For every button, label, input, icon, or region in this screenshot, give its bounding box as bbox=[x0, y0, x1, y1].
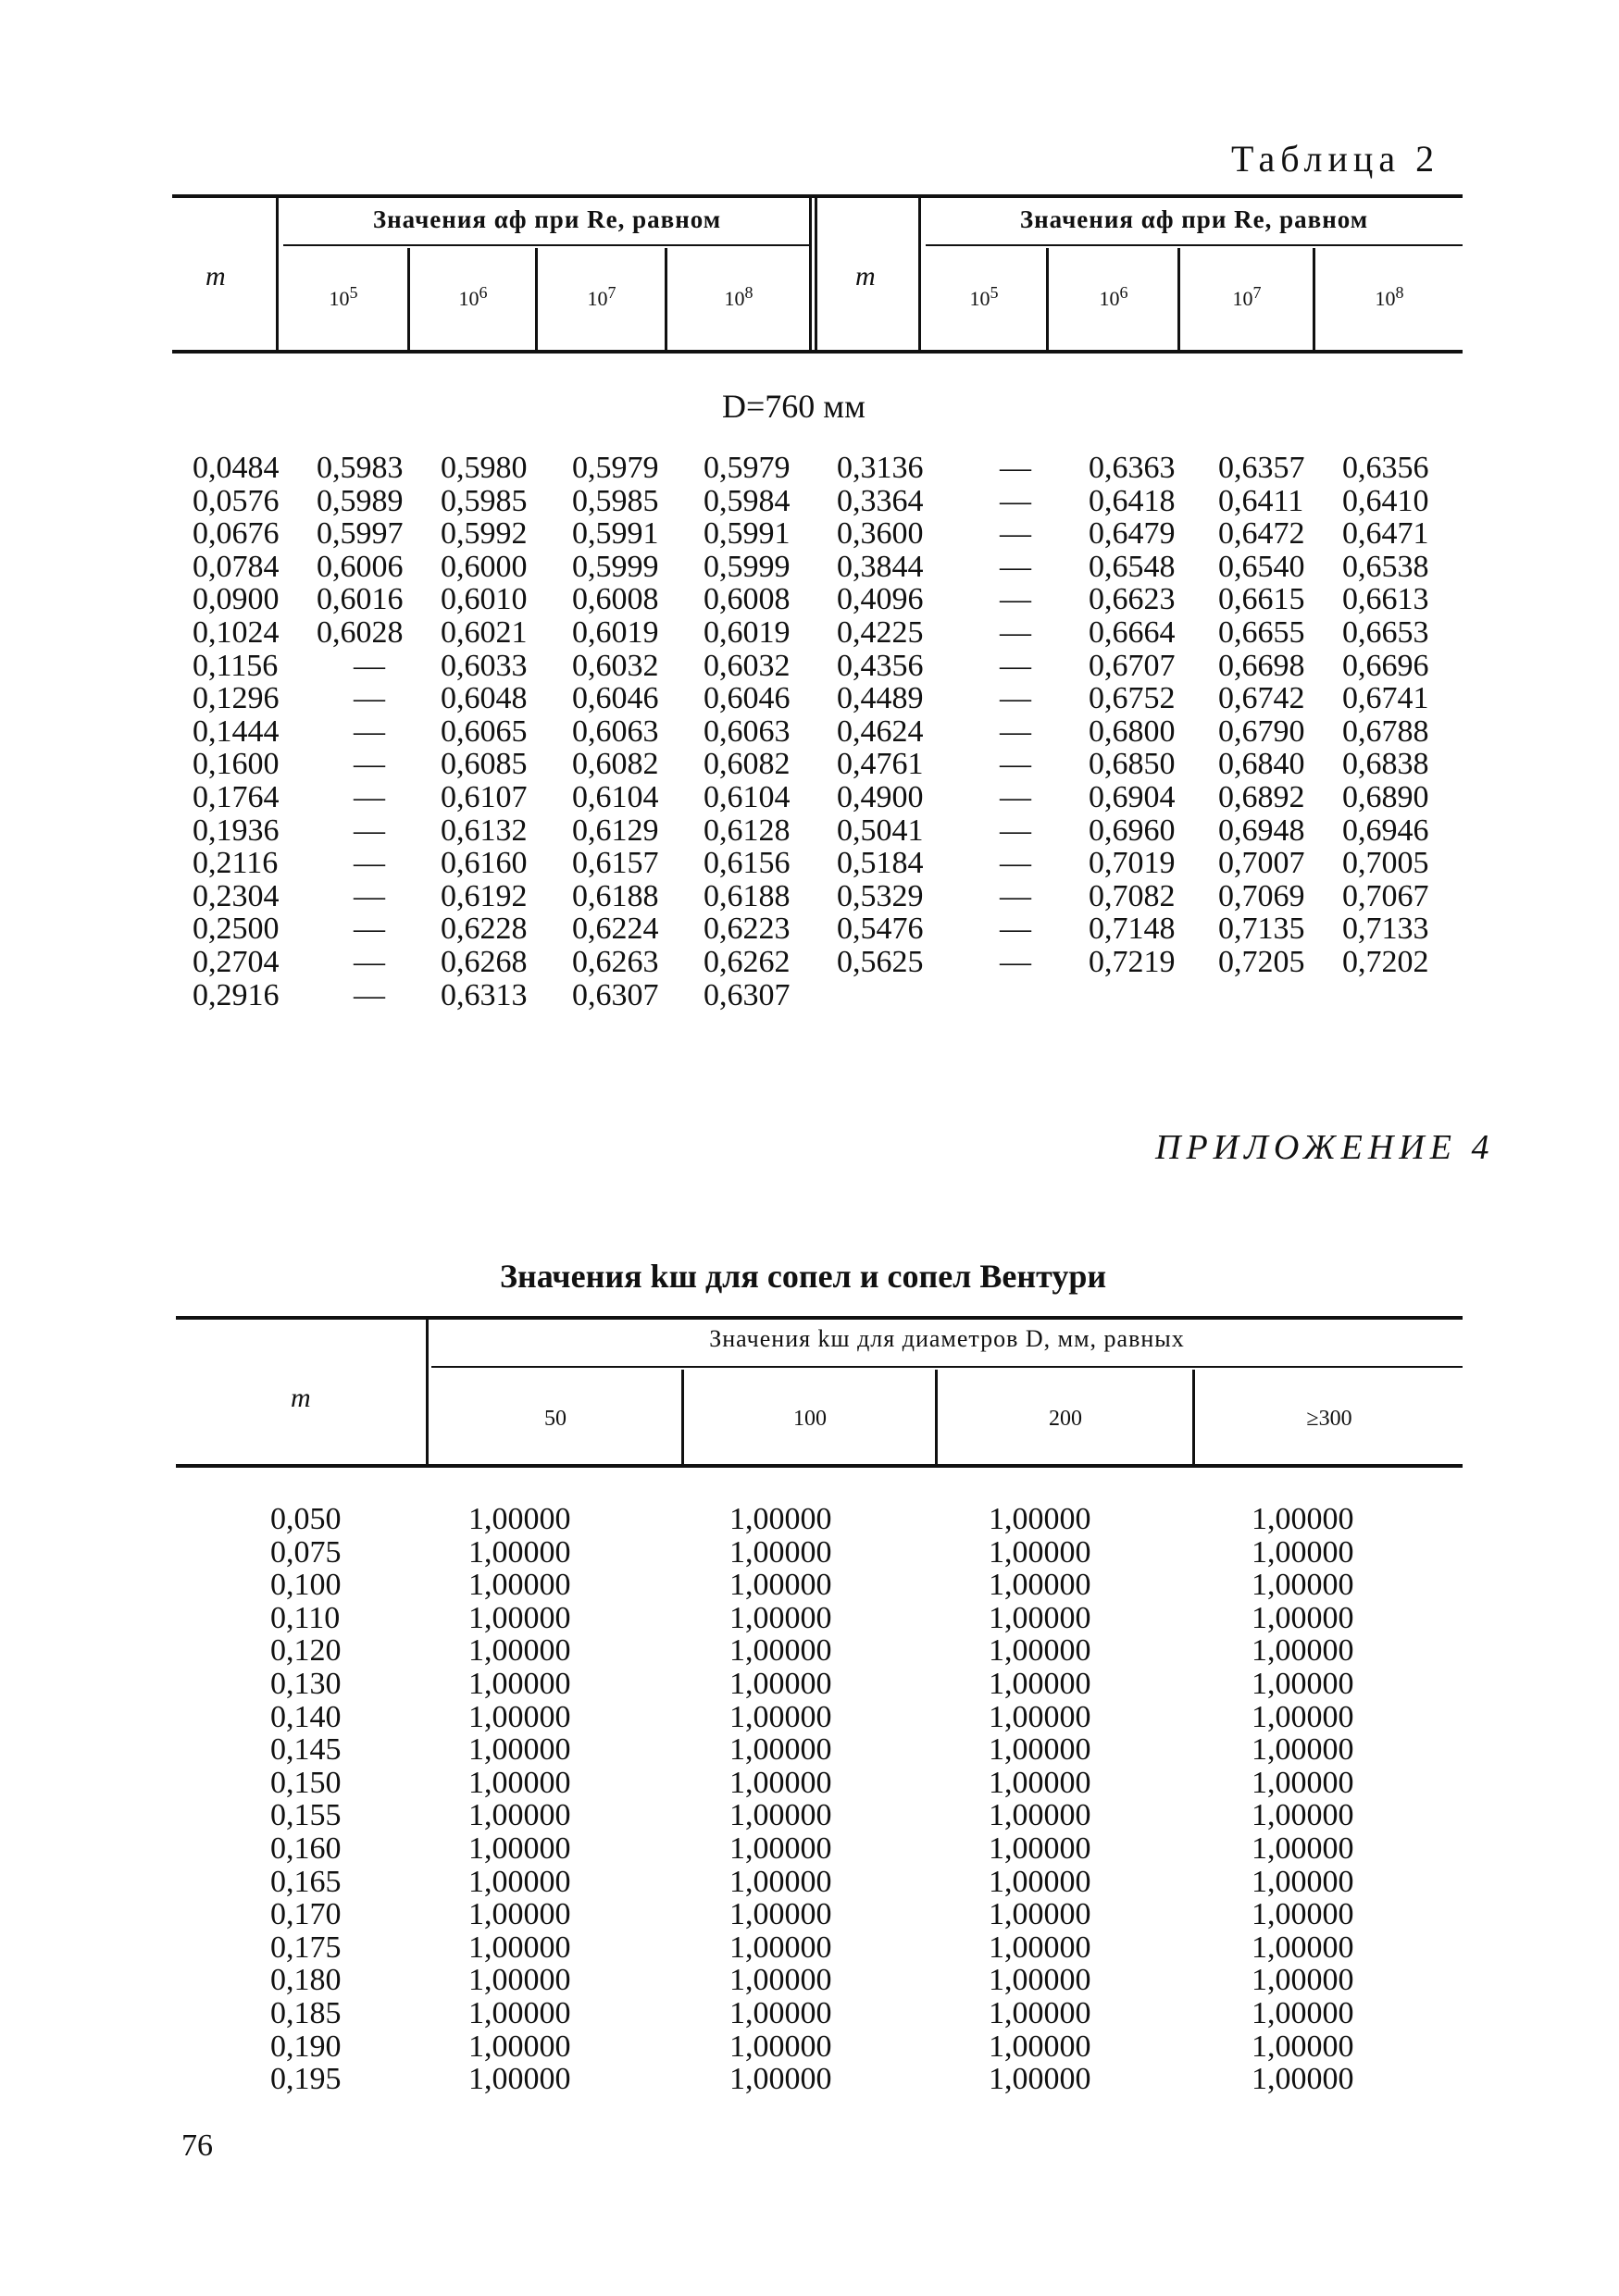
appendix-value-cell: 1,00000 bbox=[989, 1732, 1091, 1768]
table2-value-cell: 0,6104 bbox=[704, 780, 791, 814]
appendix-value-cell: 1,00000 bbox=[729, 2029, 832, 2064]
appendix-vline bbox=[1192, 1370, 1195, 1464]
appendix-value-cell: 1,00000 bbox=[989, 1534, 1091, 1570]
appendix-value-cell: 1,00000 bbox=[468, 1798, 571, 1833]
appendix-m-cell: 0,150 bbox=[270, 1765, 342, 1800]
appendix-value-cell: 1,00000 bbox=[468, 1732, 571, 1768]
table2-vline bbox=[276, 198, 279, 350]
appendix-value-cell: 1,00000 bbox=[989, 1765, 1091, 1800]
appendix-m-header: m bbox=[291, 1383, 311, 1413]
table-label: Таблица 2 bbox=[1231, 138, 1440, 180]
appendix-value-cell: 1,00000 bbox=[729, 1600, 832, 1635]
table2-value-cell: — bbox=[354, 681, 385, 716]
table2-m-cell: 0,3844 bbox=[837, 549, 924, 584]
table2-value-cell: 0,6840 bbox=[1218, 747, 1305, 782]
table2-value-cell: 0,6228 bbox=[441, 912, 528, 947]
table2-top-rule bbox=[172, 194, 1463, 198]
table2-value-cell: 0,7135 bbox=[1218, 912, 1305, 947]
appendix-value-cell: 1,00000 bbox=[729, 1798, 832, 1833]
table2-value-cell: 0,6262 bbox=[704, 945, 791, 979]
table2-value-cell: 0,7219 bbox=[1089, 945, 1176, 979]
table2-m-cell: 0,5625 bbox=[837, 945, 924, 979]
table2-value-cell: — bbox=[1000, 648, 1031, 683]
appendix-value-cell: 1,00000 bbox=[729, 1864, 832, 1899]
table2-value-cell: 0,7005 bbox=[1342, 846, 1429, 881]
appendix-value-cell: 1,00000 bbox=[729, 1732, 832, 1768]
table2-value-cell: 0,6471 bbox=[1342, 516, 1429, 552]
appendix-m-cell: 0,130 bbox=[270, 1667, 342, 1701]
table2-value-cell: 0,6132 bbox=[441, 813, 528, 848]
table2-value-cell: 0,6548 bbox=[1089, 549, 1176, 584]
table2-vline bbox=[407, 248, 410, 350]
appendix-value-cell: 1,00000 bbox=[468, 1699, 571, 1734]
table2-value-cell: — bbox=[354, 714, 385, 749]
table2-value-cell: 0,6008 bbox=[704, 582, 791, 617]
table2-value-cell: 0,6790 bbox=[1218, 714, 1305, 749]
table2-value-cell: 0,6019 bbox=[572, 615, 659, 650]
table2-value-cell: — bbox=[354, 846, 385, 881]
table2-value-cell: 0,7067 bbox=[1342, 878, 1429, 913]
table2-subheader-rule-left bbox=[283, 244, 811, 246]
table2-value-cell: — bbox=[1000, 912, 1031, 947]
table2-value-cell: 0,7133 bbox=[1342, 912, 1429, 947]
appendix-value-cell: 1,00000 bbox=[729, 1963, 832, 1998]
table2-value-cell: 0,7007 bbox=[1218, 846, 1305, 881]
table2-m-cell: 0,1444 bbox=[193, 714, 280, 749]
table2-subheader-rule-right bbox=[926, 244, 1463, 246]
table2-value-cell: 0,6307 bbox=[572, 977, 659, 1012]
table2-value-cell: 0,7205 bbox=[1218, 945, 1305, 979]
table2-value-cell: 0,6188 bbox=[572, 878, 659, 913]
table2-value-cell: 0,6540 bbox=[1218, 549, 1305, 584]
table2-value-cell: 0,6313 bbox=[441, 977, 528, 1012]
table2-value-cell: — bbox=[1000, 582, 1031, 617]
table2-m-cell: 0,2916 bbox=[193, 977, 280, 1012]
table2-value-cell: 0,6129 bbox=[572, 813, 659, 848]
appendix-m-cell: 0,140 bbox=[270, 1699, 342, 1734]
table2-value-cell: — bbox=[1000, 846, 1031, 881]
re-col-header: $10^7$ bbox=[1232, 283, 1262, 310]
table2-m-header: m bbox=[855, 261, 876, 292]
table2-value-cell: 0,5992 bbox=[441, 516, 528, 552]
table2-value-cell: 0,5979 bbox=[572, 451, 659, 485]
table2-m-cell: 0,2304 bbox=[193, 878, 280, 913]
table2-value-cell: — bbox=[354, 747, 385, 782]
table2-vline bbox=[1177, 248, 1180, 350]
appendix-value-cell: 1,00000 bbox=[1252, 2029, 1354, 2064]
table2-value-cell: 0,6613 bbox=[1342, 582, 1429, 617]
table2-value-cell: 0,6653 bbox=[1342, 615, 1429, 650]
table2-value-cell: — bbox=[1000, 878, 1031, 913]
appendix-value-cell: 1,00000 bbox=[729, 1633, 832, 1669]
table2-value-cell: 0,6615 bbox=[1218, 582, 1305, 617]
table2-value-cell: 0,6085 bbox=[441, 747, 528, 782]
table2-value-cell: 0,6800 bbox=[1089, 714, 1176, 749]
appendix-sub-rule bbox=[431, 1366, 1463, 1368]
appendix-m-cell: 0,185 bbox=[270, 1996, 342, 2030]
re-col-header: $10^8$ bbox=[1375, 283, 1404, 310]
appendix-value-cell: 1,00000 bbox=[468, 1831, 571, 1866]
table2-value-cell: 0,6082 bbox=[572, 747, 659, 782]
appendix-m-cell: 0,190 bbox=[270, 2029, 342, 2064]
appendix-value-cell: 1,00000 bbox=[468, 1897, 571, 1932]
re-col-header: $10^5$ bbox=[969, 283, 999, 310]
appendix-m-cell: 0,155 bbox=[270, 1798, 342, 1833]
table2-value-cell: — bbox=[1000, 615, 1031, 650]
appendix-value-cell: 1,00000 bbox=[989, 1699, 1091, 1734]
table2-value-cell: 0,6410 bbox=[1342, 483, 1429, 518]
appendix-value-cell: 1,00000 bbox=[1252, 1699, 1354, 1734]
appendix-col-header: 200 bbox=[1049, 1407, 1082, 1431]
table2-value-cell: — bbox=[1000, 681, 1031, 716]
appendix-value-cell: 1,00000 bbox=[468, 2029, 571, 2064]
table2-value-cell: 0,6742 bbox=[1218, 681, 1305, 716]
table2-value-cell: 0,6838 bbox=[1342, 747, 1429, 782]
appendix-value-cell: 1,00000 bbox=[729, 1831, 832, 1866]
appendix-value-cell: 1,00000 bbox=[989, 1996, 1091, 2030]
appendix-value-cell: 1,00000 bbox=[989, 1963, 1091, 1998]
table2-value-cell: 0,6664 bbox=[1089, 615, 1176, 650]
table2-value-cell: 0,6032 bbox=[704, 648, 791, 683]
table2-value-cell: 0,6538 bbox=[1342, 549, 1429, 584]
table2-m-cell: 0,0676 bbox=[193, 516, 280, 552]
table2-value-cell: 0,6788 bbox=[1342, 714, 1429, 749]
table2-m-cell: 0,4761 bbox=[837, 747, 924, 782]
appendix-value-cell: 1,00000 bbox=[729, 1996, 832, 2030]
appendix-value-cell: 1,00000 bbox=[468, 1502, 571, 1536]
table2-m-cell: 0,0900 bbox=[193, 582, 280, 617]
appendix-value-cell: 1,00000 bbox=[729, 1502, 832, 1536]
table2-value-cell: 0,7148 bbox=[1089, 912, 1176, 947]
table2-header-bottom-rule bbox=[172, 350, 1463, 354]
appendix-value-cell: 1,00000 bbox=[468, 1534, 571, 1570]
table2-value-cell: 0,6418 bbox=[1089, 483, 1176, 518]
table2-vline bbox=[815, 198, 817, 350]
table2-value-cell: 0,6268 bbox=[441, 945, 528, 979]
appendix-value-cell: 1,00000 bbox=[729, 1930, 832, 1965]
appendix-m-cell: 0,120 bbox=[270, 1633, 342, 1669]
appendix-value-cell: 1,00000 bbox=[1252, 1732, 1354, 1768]
appendix-value-cell: 1,00000 bbox=[1252, 1963, 1354, 1998]
table2-m-cell: 0,0784 bbox=[193, 549, 280, 584]
table2-value-cell: 0,6946 bbox=[1342, 813, 1429, 848]
table2-value-cell: 0,6363 bbox=[1089, 451, 1176, 485]
table2-m-cell: 0,4096 bbox=[837, 582, 924, 617]
table2-value-cell: 0,6000 bbox=[441, 549, 528, 584]
table2-value-cell: 0,6411 bbox=[1218, 483, 1304, 518]
appendix-value-cell: 1,00000 bbox=[729, 1534, 832, 1570]
appendix-value-cell: 1,00000 bbox=[989, 1864, 1091, 1899]
table2-value-cell: 0,5980 bbox=[441, 451, 528, 485]
appendix-label: ПРИЛОЖЕНИЕ 4 bbox=[1155, 1128, 1495, 1167]
table2-group-title-right: Значения αф при Re, равном bbox=[1019, 205, 1369, 233]
appendix-value-cell: 1,00000 bbox=[1252, 1633, 1354, 1669]
table2-value-cell: 0,6850 bbox=[1089, 747, 1176, 782]
table2-value-cell: 0,7069 bbox=[1218, 878, 1305, 913]
table2-value-cell: — bbox=[354, 780, 385, 814]
table2-m-cell: 0,1600 bbox=[193, 747, 280, 782]
appendix-header-bottom-rule bbox=[176, 1464, 1463, 1468]
table2-value-cell: 0,6307 bbox=[704, 977, 791, 1012]
table2-vline bbox=[918, 198, 921, 350]
appendix-value-cell: 1,00000 bbox=[989, 2062, 1091, 2097]
appendix-value-cell: 1,00000 bbox=[1252, 1600, 1354, 1635]
table2-value-cell: 0,6623 bbox=[1089, 582, 1176, 617]
appendix-value-cell: 1,00000 bbox=[468, 1765, 571, 1800]
appendix-m-cell: 0,145 bbox=[270, 1732, 342, 1768]
table2-value-cell: 0,6892 bbox=[1218, 780, 1305, 814]
table2-value-cell: — bbox=[354, 878, 385, 913]
appendix-value-cell: 1,00000 bbox=[1252, 1798, 1354, 1833]
table2-value-cell: 0,6008 bbox=[572, 582, 659, 617]
table2-m-header: m bbox=[205, 261, 226, 292]
appendix-value-cell: 1,00000 bbox=[729, 1897, 832, 1932]
appendix-col-header: 100 bbox=[793, 1407, 827, 1431]
appendix-value-cell: 1,00000 bbox=[989, 1667, 1091, 1701]
appendix-value-cell: 1,00000 bbox=[729, 1568, 832, 1603]
appendix-top-rule bbox=[176, 1316, 1463, 1320]
table2-m-cell: 0,4225 bbox=[837, 615, 924, 650]
appendix-value-cell: 1,00000 bbox=[1252, 1864, 1354, 1899]
table2-value-cell: 0,5979 bbox=[704, 451, 791, 485]
appendix-m-cell: 0,180 bbox=[270, 1963, 342, 1998]
table2-m-cell: 0,0484 bbox=[193, 451, 280, 485]
table2-vline bbox=[1046, 248, 1049, 350]
table2-value-cell: — bbox=[1000, 780, 1031, 814]
table2-value-cell: 0,6223 bbox=[704, 912, 791, 947]
table2-value-cell: 0,6479 bbox=[1089, 516, 1176, 552]
table2-value-cell: — bbox=[354, 977, 385, 1012]
appendix-value-cell: 1,00000 bbox=[989, 1502, 1091, 1536]
table2-value-cell: — bbox=[1000, 483, 1031, 518]
table2-value-cell: 0,6698 bbox=[1218, 648, 1305, 683]
appendix-value-cell: 1,00000 bbox=[1252, 1667, 1354, 1701]
table2-value-cell: 0,5991 bbox=[704, 516, 791, 552]
table2-value-cell: — bbox=[1000, 945, 1031, 979]
table2-value-cell: 0,6063 bbox=[572, 714, 659, 749]
appendix-vline bbox=[681, 1370, 684, 1464]
re-col-header: $10^8$ bbox=[724, 283, 753, 310]
table2-value-cell: 0,7019 bbox=[1089, 846, 1176, 881]
table2-m-cell: 0,1024 bbox=[193, 615, 280, 650]
table2-value-cell: 0,5997 bbox=[317, 516, 404, 552]
table2-m-cell: 0,1156 bbox=[193, 648, 279, 683]
table2-m-cell: 0,1764 bbox=[193, 780, 280, 814]
table2-vline bbox=[535, 248, 538, 350]
table2-value-cell: 0,5985 bbox=[572, 483, 659, 518]
appendix-value-cell: 1,00000 bbox=[1252, 1765, 1354, 1800]
appendix-value-cell: 1,00000 bbox=[989, 1897, 1091, 1932]
table2-m-cell: 0,5041 bbox=[837, 813, 924, 848]
table2-value-cell: — bbox=[354, 945, 385, 979]
table2-value-cell: 0,6104 bbox=[572, 780, 659, 814]
table2-value-cell: 0,6188 bbox=[704, 878, 791, 913]
appendix-m-cell: 0,170 bbox=[270, 1897, 342, 1932]
table2-vline bbox=[1313, 248, 1315, 350]
table2-value-cell: 0,6741 bbox=[1342, 681, 1429, 716]
table2-value-cell: — bbox=[1000, 516, 1031, 552]
table2-value-cell: 0,7082 bbox=[1089, 878, 1176, 913]
table2-value-cell: 0,6224 bbox=[572, 912, 659, 947]
appendix-value-cell: 1,00000 bbox=[1252, 1831, 1354, 1866]
re-col-header: $10^5$ bbox=[329, 283, 358, 310]
appendix-value-cell: 1,00000 bbox=[989, 1568, 1091, 1603]
table2-value-cell: 0,6696 bbox=[1342, 648, 1429, 683]
table2-m-cell: 0,3600 bbox=[837, 516, 924, 552]
table2-m-cell: 0,4356 bbox=[837, 648, 924, 683]
table2-value-cell: 0,6063 bbox=[704, 714, 791, 749]
appendix-title: Значения kш для сопел и сопел Вентури bbox=[500, 1258, 1107, 1295]
appendix-value-cell: 1,00000 bbox=[729, 1699, 832, 1734]
appendix-value-cell: 1,00000 bbox=[1252, 1568, 1354, 1603]
table2-value-cell: — bbox=[354, 912, 385, 947]
appendix-value-cell: 1,00000 bbox=[729, 2062, 832, 2097]
appendix-m-cell: 0,160 bbox=[270, 1831, 342, 1866]
appendix-value-cell: 1,00000 bbox=[989, 2029, 1091, 2064]
appendix-value-cell: 1,00000 bbox=[468, 1568, 571, 1603]
table2-value-cell: 0,6655 bbox=[1218, 615, 1305, 650]
appendix-m-cell: 0,195 bbox=[270, 2062, 342, 2097]
table2-value-cell: — bbox=[354, 813, 385, 848]
table2-value-cell: 0,6021 bbox=[441, 615, 528, 650]
appendix-value-cell: 1,00000 bbox=[468, 1667, 571, 1701]
table2-value-cell: — bbox=[1000, 747, 1031, 782]
table2-value-cell: 0,6046 bbox=[704, 681, 791, 716]
page-number: 76 bbox=[181, 2128, 213, 2163]
appendix-m-cell: 0,050 bbox=[270, 1502, 342, 1536]
section-title: D=760 мм bbox=[722, 388, 866, 425]
appendix-value-cell: 1,00000 bbox=[1252, 1534, 1354, 1570]
appendix-m-cell: 0,100 bbox=[270, 1568, 342, 1603]
table2-value-cell: 0,6752 bbox=[1089, 681, 1176, 716]
table2-m-cell: 0,1296 bbox=[193, 681, 280, 716]
table2-value-cell: 0,6010 bbox=[441, 582, 528, 617]
table2-value-cell: 0,6156 bbox=[704, 846, 791, 881]
table2-value-cell: 0,6890 bbox=[1342, 780, 1429, 814]
table2-m-cell: 0,2500 bbox=[193, 912, 280, 947]
appendix-value-cell: 1,00000 bbox=[989, 1600, 1091, 1635]
table2-value-cell: — bbox=[1000, 549, 1031, 584]
appendix-value-cell: 1,00000 bbox=[468, 1633, 571, 1669]
table2-value-cell: 0,6356 bbox=[1342, 451, 1429, 485]
table2-m-cell: 0,4489 bbox=[837, 681, 924, 716]
table2-m-cell: 0,5476 bbox=[837, 912, 924, 947]
table2-value-cell: 0,6046 bbox=[572, 681, 659, 716]
appendix-value-cell: 1,00000 bbox=[468, 1930, 571, 1965]
table2-value-cell: — bbox=[1000, 451, 1031, 485]
table2-m-cell: 0,5329 bbox=[837, 878, 924, 913]
appendix-value-cell: 1,00000 bbox=[989, 1798, 1091, 1833]
table2-value-cell: 0,6065 bbox=[441, 714, 528, 749]
table2-value-cell: 0,5999 bbox=[572, 549, 659, 584]
table2-value-cell: 0,6028 bbox=[317, 615, 404, 650]
appendix-value-cell: 1,00000 bbox=[989, 1831, 1091, 1866]
table2-value-cell: 0,6192 bbox=[441, 878, 528, 913]
appendix-value-cell: 1,00000 bbox=[468, 2062, 571, 2097]
table2-m-cell: 0,3136 bbox=[837, 451, 924, 485]
table2-m-cell: 0,5184 bbox=[837, 846, 924, 881]
appendix-value-cell: 1,00000 bbox=[468, 1963, 571, 1998]
table2-value-cell: 0,6019 bbox=[704, 615, 791, 650]
table2-value-cell: — bbox=[1000, 714, 1031, 749]
table2-value-cell: 0,6048 bbox=[441, 681, 528, 716]
appendix-group-title: Значения kш для диаметров D, мм, равных bbox=[709, 1325, 1185, 1352]
appendix-vline bbox=[426, 1320, 429, 1464]
table2-m-cell: 0,2704 bbox=[193, 945, 280, 979]
table2-value-cell: 0,6128 bbox=[704, 813, 791, 848]
table2-value-cell: 0,6160 bbox=[441, 846, 528, 881]
table2-value-cell: 0,6472 bbox=[1218, 516, 1305, 552]
appendix-vline bbox=[935, 1370, 938, 1464]
appendix-value-cell: 1,00000 bbox=[468, 1864, 571, 1899]
table2-value-cell: 0,6033 bbox=[441, 648, 528, 683]
table2-value-cell: 0,6357 bbox=[1218, 451, 1305, 485]
table2-value-cell: 0,6904 bbox=[1089, 780, 1176, 814]
table2-value-cell: 0,6006 bbox=[317, 549, 404, 584]
table2-value-cell: 0,6157 bbox=[572, 846, 659, 881]
appendix-m-cell: 0,165 bbox=[270, 1864, 342, 1899]
table2-value-cell: 0,6032 bbox=[572, 648, 659, 683]
table2-value-cell: 0,6016 bbox=[317, 582, 404, 617]
table2-m-cell: 0,0576 bbox=[193, 483, 280, 518]
appendix-value-cell: 1,00000 bbox=[729, 1667, 832, 1701]
re-col-header: $10^7$ bbox=[587, 283, 616, 310]
table2-value-cell: 0,5999 bbox=[704, 549, 791, 584]
appendix-col-header: 50 bbox=[544, 1407, 567, 1431]
table2-m-cell: 0,1936 bbox=[193, 813, 280, 848]
table2-value-cell: 0,6960 bbox=[1089, 813, 1176, 848]
table2-value-cell: — bbox=[1000, 813, 1031, 848]
appendix-value-cell: 1,00000 bbox=[1252, 1502, 1354, 1536]
table2-value-cell: — bbox=[354, 648, 385, 683]
appendix-value-cell: 1,00000 bbox=[468, 1996, 571, 2030]
appendix-value-cell: 1,00000 bbox=[989, 1633, 1091, 1669]
appendix-value-cell: 1,00000 bbox=[1252, 1930, 1354, 1965]
appendix-m-cell: 0,175 bbox=[270, 1930, 342, 1965]
table2-value-cell: 0,5984 bbox=[704, 483, 791, 518]
table2-value-cell: 0,6107 bbox=[441, 780, 528, 814]
appendix-value-cell: 1,00000 bbox=[468, 1600, 571, 1635]
appendix-value-cell: 1,00000 bbox=[1252, 1996, 1354, 2030]
table2-value-cell: 0,6707 bbox=[1089, 648, 1176, 683]
appendix-m-cell: 0,110 bbox=[270, 1600, 341, 1635]
appendix-value-cell: 1,00000 bbox=[989, 1930, 1091, 1965]
table2-m-cell: 0,2116 bbox=[193, 846, 279, 881]
table2-value-cell: 0,7202 bbox=[1342, 945, 1429, 979]
table2-value-cell: 0,6263 bbox=[572, 945, 659, 979]
table2-value-cell: 0,5983 bbox=[317, 451, 404, 485]
re-col-header: $10^6$ bbox=[458, 283, 488, 310]
appendix-col-header: ≥300 bbox=[1306, 1407, 1352, 1431]
appendix-m-cell: 0,075 bbox=[270, 1534, 342, 1570]
table2-value-cell: 0,5991 bbox=[572, 516, 659, 552]
table2-group-title-left: Значения αф при Re, равном bbox=[372, 205, 722, 233]
table2-value-cell: 0,5989 bbox=[317, 483, 404, 518]
table2-value-cell: 0,6082 bbox=[704, 747, 791, 782]
table2-value-cell: 0,5985 bbox=[441, 483, 528, 518]
table2-m-cell: 0,4900 bbox=[837, 780, 924, 814]
appendix-value-cell: 1,00000 bbox=[1252, 2062, 1354, 2097]
re-col-header: $10^6$ bbox=[1099, 283, 1128, 310]
table2-vline bbox=[665, 248, 667, 350]
appendix-value-cell: 1,00000 bbox=[729, 1765, 832, 1800]
table2-value-cell: 0,6948 bbox=[1218, 813, 1305, 848]
appendix-value-cell: 1,00000 bbox=[1252, 1897, 1354, 1932]
table2-m-cell: 0,3364 bbox=[837, 483, 924, 518]
table2-m-cell: 0,4624 bbox=[837, 714, 924, 749]
